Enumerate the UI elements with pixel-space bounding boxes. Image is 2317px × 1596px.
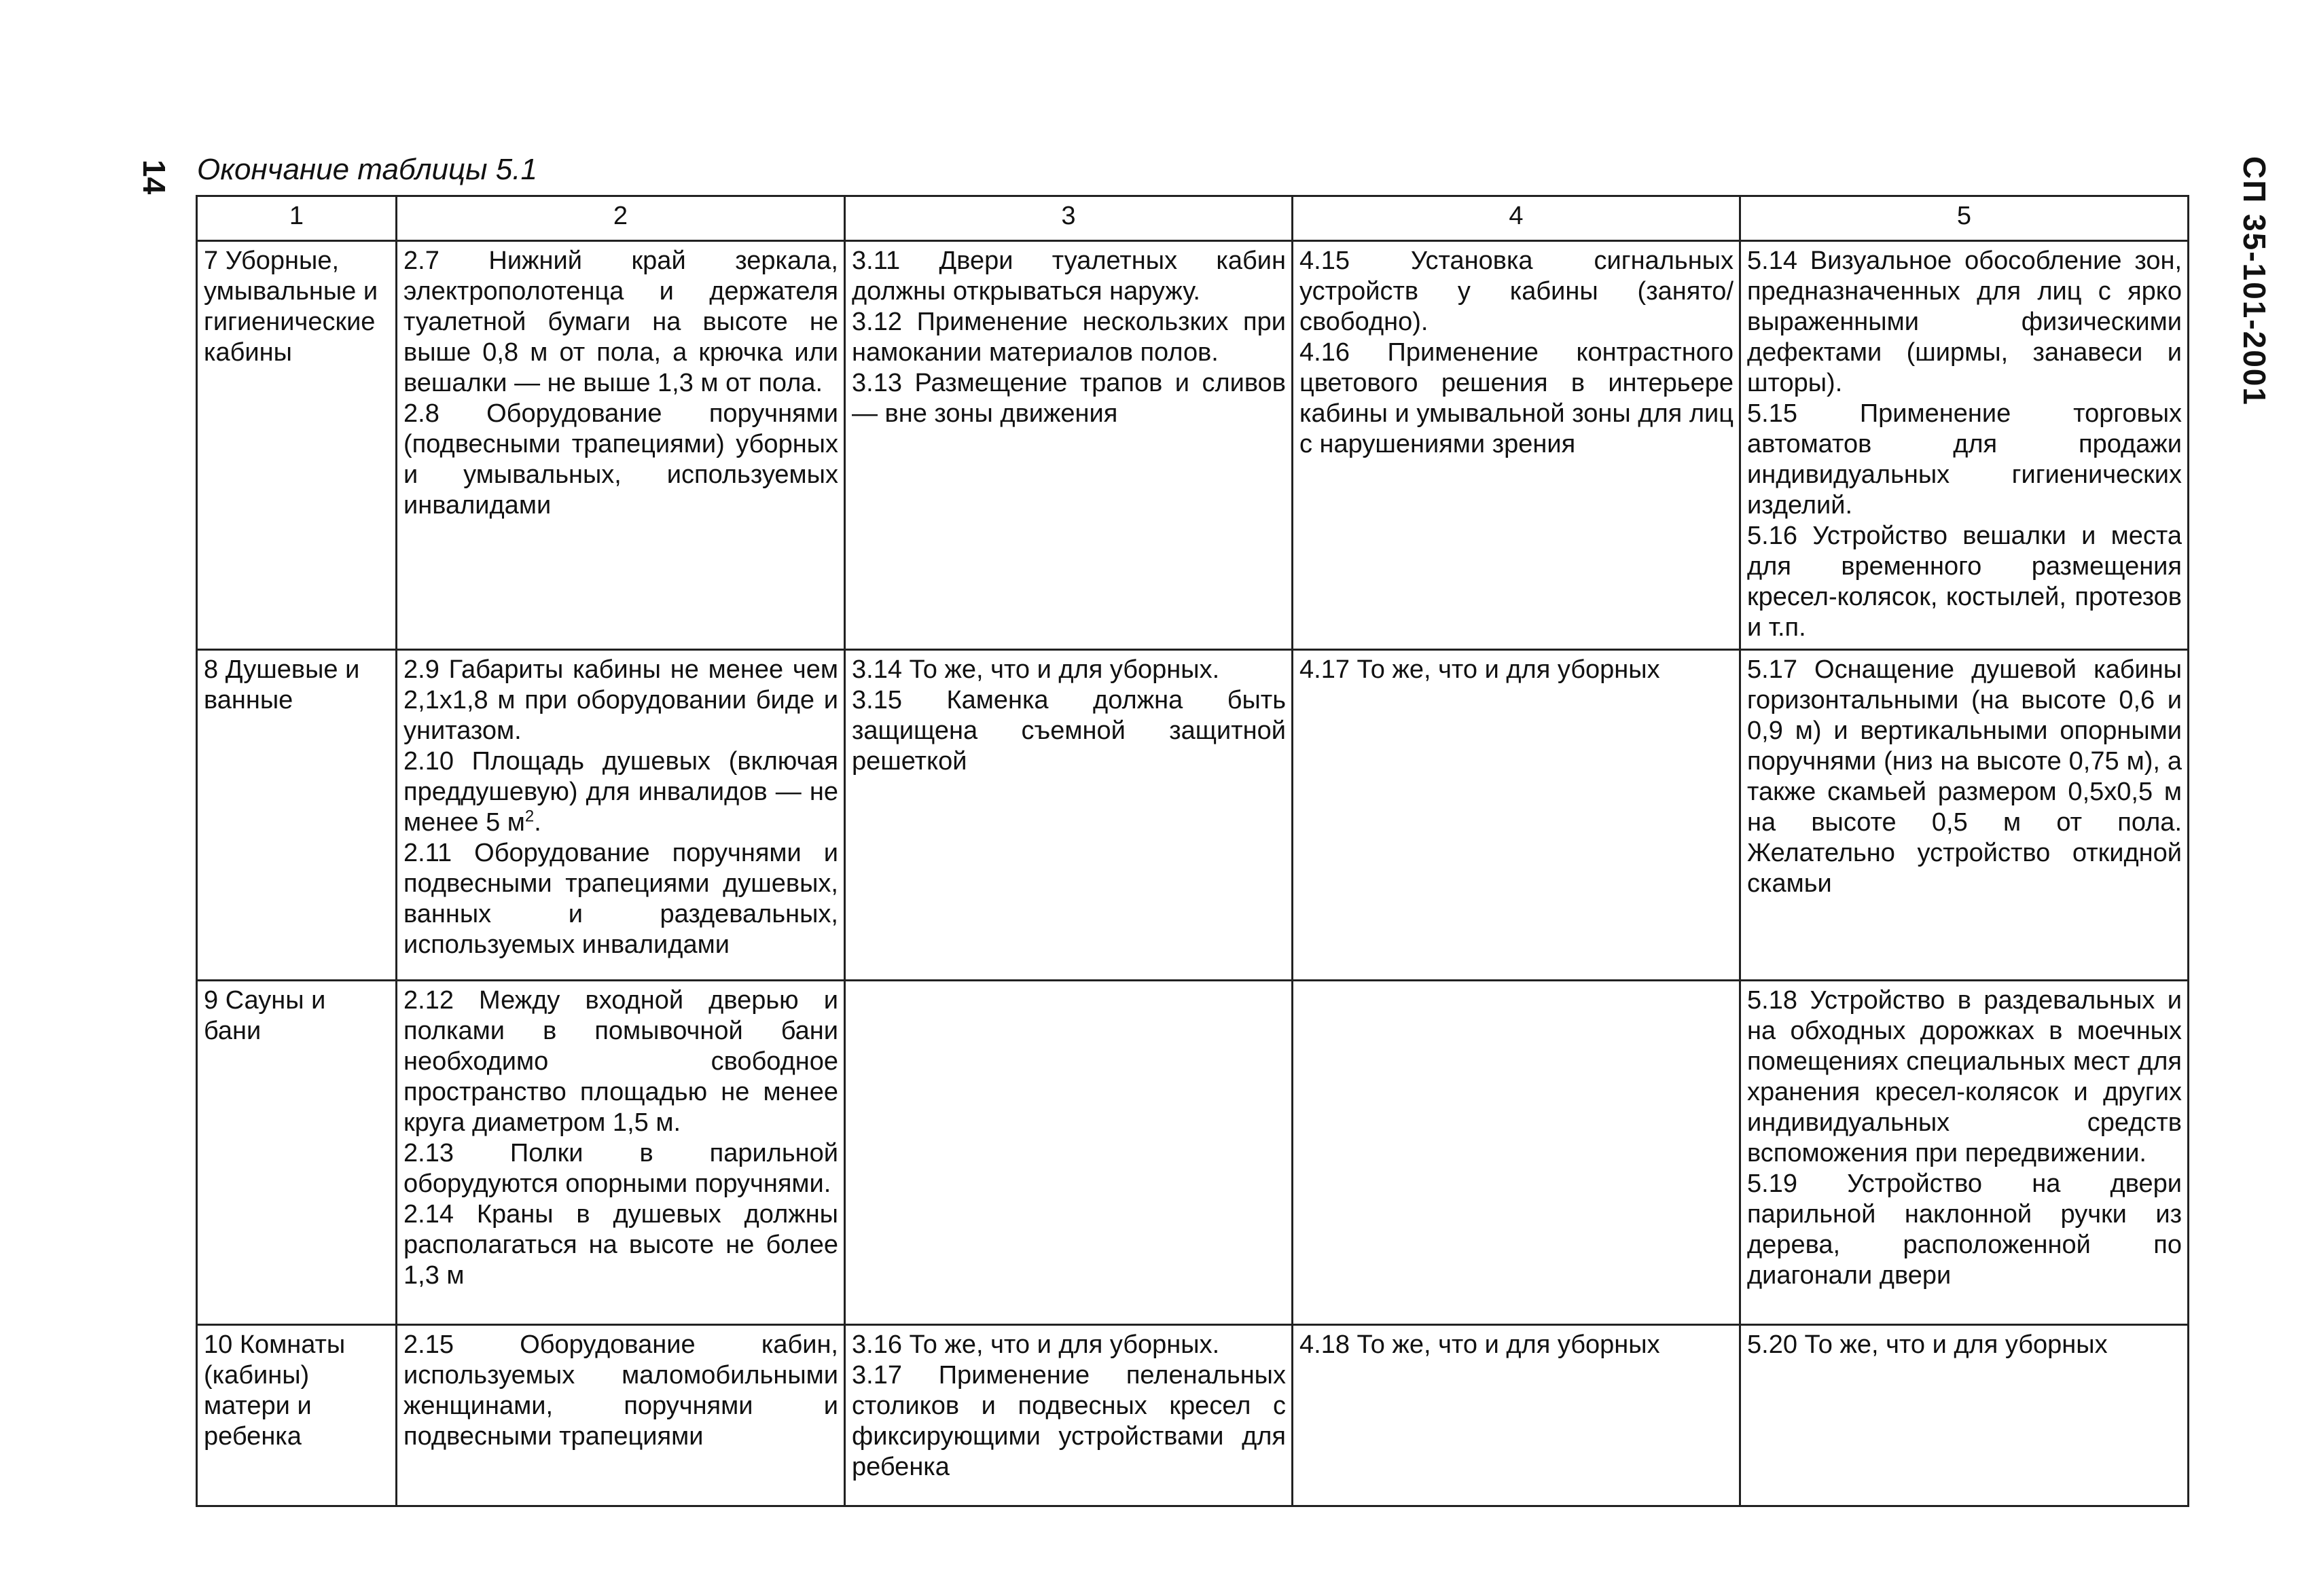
clause-text: 4.15 Установка сигнальных устройств у кабины (занято/свободно). [1299,247,1734,336]
clause-text: 3.17 Применение пеленальных столиков и подвесных кресел с фиксирующими устройствами для ребенка [852,1361,1286,1481]
cell-col-3 [845,1325,1293,1506]
header-col-1: 1 [197,196,397,241]
page-number: 14 [137,160,172,195]
clause-text: 2.12 Между входной дверью и полками в помывочной бани необходимо свободное пространство площадью не менее круга диаметром 1,5 м. [403,986,838,1137]
header-col-4: 4 [1293,196,1740,241]
clause-text: 4.18 То же, что и для уборных [1299,1330,1660,1359]
table-header-row [197,196,2189,241]
row-title-cell [197,241,397,650]
table-row [197,1325,2189,1506]
cell-col-4 [1293,241,1740,650]
cell-col-5 [1740,650,2189,981]
clause-text: 2.9 Габариты кабины не менее чем 2,1х1,8 м при оборудовании биде и унитазом. [403,655,838,745]
row-title: 7 Уборные, умывальные и гигиенические кабины [204,247,378,367]
table-row [197,981,2189,1325]
clause-text: 3.12 Применение нескользких при намокании материалов полов. [852,308,1286,367]
clause-text: 5.14 Визуальное обособление зон, предназначенных для лиц с ярко выраженными физическими дефектами (ширмы, занавеси и шторы). [1747,247,2182,397]
table-row [197,650,2189,981]
cell-col-5 [1740,1325,2189,1506]
row-title-cell [197,650,397,981]
clause-text: 2.15 Оборудование кабин, используемых маломобильными женщинами, поручнями и подвесными трапециями [403,1330,838,1451]
row-title-cell [197,1325,397,1506]
cell-col-2 [397,981,845,1325]
cell-col-5 [1740,241,2189,650]
clause-text: 2.13 Полки в парильной оборудуются опорными поручнями. [403,1139,838,1198]
clause-text: 5.18 Устройство в раздевальных и на обходных дорожках в моечных помещениях специальных мест для хранения кресел-колясок и других индивидуальных средств вспоможения при передвижении. [1747,986,2182,1167]
header-col-2: 2 [397,196,845,241]
clause-text: 2.10 Площадь душевых (включая преддушевую) для инвалидов — не менее 5 м [403,747,838,837]
clause-text: 2.7 Нижний край зеркала, электрополотенца и держателя туалетной бумаги на высоте не выше 0,8 м от пола, а крючка или вешалки — не выше 1,3 м от пола. [403,247,838,397]
clause-text: 5.16 Устройство вешалки и места для временного размещения кресел-колясок, костылей, протезов и т.п. [1747,522,2182,642]
clause-text: 3.15 Каменка должна быть защищена съемной защитной решеткой [852,686,1286,776]
clause-text: 4.17 То же, что и для уборных [1299,655,1660,684]
clause-text: 5.19 Устройство на двери парильной наклонной ручки из дерева, расположенной по диагонали двери [1747,1169,2182,1290]
cell-col-4 [1293,650,1740,981]
cell-col-2 [397,1325,845,1506]
cell-col-3 [845,241,1293,650]
cell-col-2 [397,241,845,650]
table-row [197,241,2189,650]
header-col-5: 5 [1740,196,2189,241]
clause-text: 5.20 То же, что и для уборных [1747,1330,2108,1359]
clause-text: 5.17 Оснащение душевой кабины горизонтальными (на высоте 0,6 и 0,9 м) и вертикальными опорными поручнями (низ на высоте 0,75 м), а также скамьей размером 0,5х0,5 м на высоте 0,5 м от пола. Желательно устройство откидной скамьи [1747,655,2182,898]
clause-text: 2.11 Оборудование поручнями и подвесными трапециями душевых, ванных и раздевальных, используемых инвалидами [403,839,838,959]
clause-text: 4.16 Применение контрастного цветового решения в интерьере кабины и умывальной зоны для лиц с нарушениями зрения [1299,338,1734,458]
row-title: 9 Сауны и бани [204,986,326,1045]
row-title: 10 Комнаты (кабины) матери и ребенка [204,1330,346,1451]
clause-text: 3.11 Двери туалетных кабин должны открываться наружу. [852,247,1286,306]
row-title-cell [197,981,397,1325]
row-title: 8 Душевые и ванные [204,655,360,714]
cell-col-3 [845,650,1293,981]
cell-col-5 [1740,981,2189,1325]
clause-text: 3.16 То же, что и для уборных. [852,1330,1220,1359]
header-col-3: 3 [845,196,1293,241]
cell-col-3-empty [845,981,1293,1325]
cell-col-2 [397,650,845,981]
clause-text: 2.14 Краны в душевых должны располагаться на высоте не более 1,3 м [403,1200,838,1290]
superscript: 2 [524,807,535,826]
requirements-table-container [196,195,2187,1507]
cell-col-4 [1293,1325,1740,1506]
table-caption: Окончание таблицы 5.1 [197,153,537,186]
cell-col-4-empty [1293,981,1740,1325]
clause-text: 3.13 Размещение трапов и сливов — вне зоны движения [852,369,1286,428]
clause-text-with-superscript: 2.10 Площадь душевых (включая преддушевую) для инвалидов — не менее 5 $м^2$. [403,747,838,837]
clause-text: 5.15 Применение торговых автоматов для продажи индивидуальных гигиенических изделий. [1747,399,2182,520]
clause-text: 2.8 Оборудование поручнями (подвесными трапециями) уборных и умывальных, используемых инвалидами [403,399,838,520]
requirements-table [196,195,2189,1507]
clause-text: 3.14 То же, что и для уборных. [852,655,1220,684]
document-code: СП 35-101-2001 [2237,156,2272,406]
